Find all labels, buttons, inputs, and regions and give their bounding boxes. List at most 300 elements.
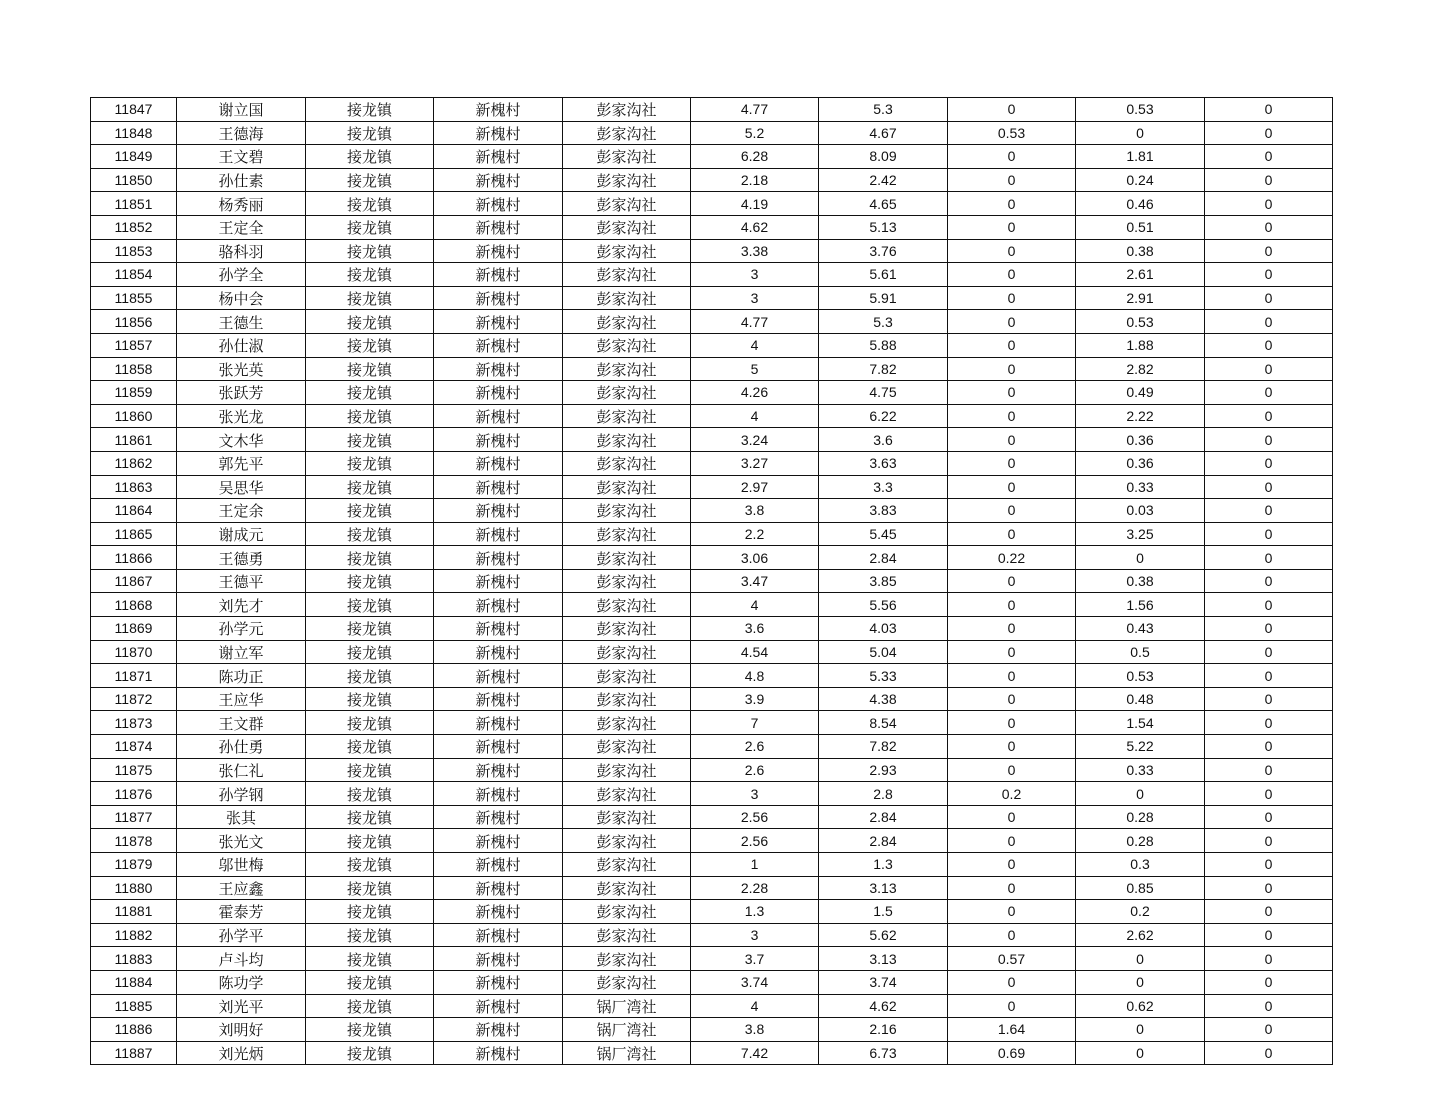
value-e-cell: 0 [1205,640,1333,664]
table-row [91,121,1333,145]
value-d-cell: 0.5 [1076,640,1205,664]
value-d-cell: 0.2 [1076,900,1205,924]
group-cell: 彭家沟社 [563,546,691,570]
value-a-cell: 4 [691,404,819,428]
town-cell: 接龙镇 [306,900,434,924]
village-cell: 新槐村 [434,333,563,357]
village-cell: 新槐村 [434,98,563,122]
id-cell: 11856 [91,310,177,334]
town-cell: 接龙镇 [306,168,434,192]
group-cell: 彭家沟社 [563,333,691,357]
value-e-cell: 0 [1205,711,1333,735]
value-c-cell: 0.22 [948,546,1076,570]
group-cell: 彭家沟社 [563,286,691,310]
value-b-cell: 4.75 [819,381,948,405]
town-cell: 接龙镇 [306,876,434,900]
value-e-cell: 0 [1205,98,1333,122]
table-row [91,664,1333,688]
group-cell: 彭家沟社 [563,735,691,759]
village-cell: 新槐村 [434,381,563,405]
value-a-cell: 4.77 [691,310,819,334]
value-d-cell: 0.62 [1076,994,1205,1018]
value-b-cell: 7.82 [819,357,948,381]
value-b-cell: 2.8 [819,782,948,806]
value-a-cell: 3.47 [691,569,819,593]
value-d-cell: 0.36 [1076,451,1205,475]
value-e-cell: 0 [1205,970,1333,994]
table-row [91,711,1333,735]
value-c-cell: 0 [948,805,1076,829]
name-cell: 王德生 [177,310,306,334]
value-b-cell: 5.61 [819,263,948,287]
value-c-cell: 0 [948,640,1076,664]
data-table [90,97,1333,1065]
value-c-cell: 0 [948,664,1076,688]
value-b-cell: 3.3 [819,475,948,499]
id-cell: 11849 [91,145,177,169]
town-cell: 接龙镇 [306,546,434,570]
group-cell: 彭家沟社 [563,404,691,428]
group-cell: 彭家沟社 [563,263,691,287]
village-cell: 新槐村 [434,121,563,145]
value-b-cell: 2.84 [819,805,948,829]
group-cell: 彭家沟社 [563,569,691,593]
value-a-cell: 6.28 [691,145,819,169]
value-a-cell: 4 [691,994,819,1018]
value-a-cell: 7 [691,711,819,735]
name-cell: 孙仕素 [177,168,306,192]
town-cell: 接龙镇 [306,121,434,145]
value-e-cell: 0 [1205,947,1333,971]
id-cell: 11870 [91,640,177,664]
value-b-cell: 2.84 [819,546,948,570]
town-cell: 接龙镇 [306,381,434,405]
town-cell: 接龙镇 [306,310,434,334]
value-a-cell: 3.8 [691,499,819,523]
value-c-cell: 0 [948,923,1076,947]
town-cell: 接龙镇 [306,357,434,381]
value-d-cell: 0.36 [1076,428,1205,452]
value-d-cell: 0 [1076,782,1205,806]
value-c-cell: 0 [948,145,1076,169]
value-e-cell: 0 [1205,522,1333,546]
id-cell: 11876 [91,782,177,806]
value-b-cell: 4.38 [819,687,948,711]
town-cell: 接龙镇 [306,569,434,593]
town-cell: 接龙镇 [306,1018,434,1042]
value-b-cell: 6.22 [819,404,948,428]
value-b-cell: 5.91 [819,286,948,310]
value-d-cell: 0.46 [1076,192,1205,216]
value-a-cell: 3.74 [691,970,819,994]
name-cell: 孙学平 [177,923,306,947]
value-e-cell: 0 [1205,735,1333,759]
table-row [91,593,1333,617]
value-e-cell: 0 [1205,876,1333,900]
value-c-cell: 0.2 [948,782,1076,806]
value-c-cell: 0 [948,829,1076,853]
value-b-cell: 4.67 [819,121,948,145]
table-row [91,876,1333,900]
village-cell: 新槐村 [434,546,563,570]
id-cell: 11862 [91,451,177,475]
value-b-cell: 3.63 [819,451,948,475]
value-d-cell: 2.91 [1076,286,1205,310]
value-d-cell: 2.22 [1076,404,1205,428]
name-cell: 孙仕淑 [177,333,306,357]
value-a-cell: 3 [691,782,819,806]
village-cell: 新槐村 [434,758,563,782]
village-cell: 新槐村 [434,853,563,877]
group-cell: 彭家沟社 [563,782,691,806]
group-cell: 彭家沟社 [563,121,691,145]
id-cell: 11857 [91,333,177,357]
table-row [91,192,1333,216]
name-cell: 杨中会 [177,286,306,310]
id-cell: 11854 [91,263,177,287]
id-cell: 11872 [91,687,177,711]
value-d-cell: 0.49 [1076,381,1205,405]
value-a-cell: 3.9 [691,687,819,711]
group-cell: 彭家沟社 [563,522,691,546]
town-cell: 接龙镇 [306,499,434,523]
value-c-cell: 0 [948,428,1076,452]
value-b-cell: 3.13 [819,947,948,971]
village-cell: 新槐村 [434,215,563,239]
group-cell: 彭家沟社 [563,758,691,782]
id-cell: 11853 [91,239,177,263]
village-cell: 新槐村 [434,593,563,617]
table-row [91,829,1333,853]
value-b-cell: 4.65 [819,192,948,216]
id-cell: 11869 [91,617,177,641]
table-row [91,617,1333,641]
group-cell: 彭家沟社 [563,970,691,994]
value-a-cell: 7.42 [691,1041,819,1065]
value-a-cell: 3 [691,286,819,310]
value-d-cell: 0.51 [1076,215,1205,239]
group-cell: 彭家沟社 [563,168,691,192]
id-cell: 11855 [91,286,177,310]
value-d-cell: 0.43 [1076,617,1205,641]
town-cell: 接龙镇 [306,192,434,216]
id-cell: 11884 [91,970,177,994]
name-cell: 王德勇 [177,546,306,570]
value-a-cell: 4.19 [691,192,819,216]
value-c-cell: 0 [948,451,1076,475]
id-cell: 11880 [91,876,177,900]
group-cell: 彭家沟社 [563,664,691,688]
name-cell: 王定全 [177,215,306,239]
value-d-cell: 0 [1076,546,1205,570]
group-cell: 彭家沟社 [563,381,691,405]
name-cell: 张仁礼 [177,758,306,782]
table-row [91,640,1333,664]
value-e-cell: 0 [1205,617,1333,641]
village-cell: 新槐村 [434,310,563,334]
value-a-cell: 4.54 [691,640,819,664]
name-cell: 王德平 [177,569,306,593]
village-cell: 新槐村 [434,569,563,593]
name-cell: 张光英 [177,357,306,381]
town-cell: 接龙镇 [306,994,434,1018]
value-b-cell: 1.3 [819,853,948,877]
value-e-cell: 0 [1205,404,1333,428]
group-cell: 彭家沟社 [563,617,691,641]
id-cell: 11864 [91,499,177,523]
village-cell: 新槐村 [434,640,563,664]
group-cell: 彭家沟社 [563,900,691,924]
table-row [91,1018,1333,1042]
village-cell: 新槐村 [434,829,563,853]
town-cell: 接龙镇 [306,145,434,169]
table-row [91,853,1333,877]
value-e-cell: 0 [1205,1018,1333,1042]
value-d-cell: 0.48 [1076,687,1205,711]
value-b-cell: 8.09 [819,145,948,169]
value-b-cell: 7.82 [819,735,948,759]
value-a-cell: 2.56 [691,829,819,853]
town-cell: 接龙镇 [306,428,434,452]
town-cell: 接龙镇 [306,782,434,806]
name-cell: 孙仕勇 [177,735,306,759]
value-a-cell: 3 [691,263,819,287]
town-cell: 接龙镇 [306,687,434,711]
name-cell: 张光文 [177,829,306,853]
table-row [91,451,1333,475]
id-cell: 11873 [91,711,177,735]
value-e-cell: 0 [1205,168,1333,192]
value-d-cell: 1.81 [1076,145,1205,169]
value-d-cell: 3.25 [1076,522,1205,546]
value-e-cell: 0 [1205,499,1333,523]
value-c-cell: 0 [948,994,1076,1018]
town-cell: 接龙镇 [306,215,434,239]
value-a-cell: 2.56 [691,805,819,829]
value-e-cell: 0 [1205,923,1333,947]
value-b-cell: 3.83 [819,499,948,523]
value-e-cell: 0 [1205,853,1333,877]
value-d-cell: 1.56 [1076,593,1205,617]
value-d-cell: 1.54 [1076,711,1205,735]
value-c-cell: 0 [948,263,1076,287]
value-e-cell: 0 [1205,263,1333,287]
value-d-cell: 0 [1076,1041,1205,1065]
value-a-cell: 3 [691,923,819,947]
table-row [91,333,1333,357]
value-b-cell: 2.84 [819,829,948,853]
table-row [91,499,1333,523]
town-cell: 接龙镇 [306,711,434,735]
value-e-cell: 0 [1205,475,1333,499]
table-row [91,215,1333,239]
name-cell: 王文碧 [177,145,306,169]
value-e-cell: 0 [1205,381,1333,405]
value-c-cell: 0 [948,357,1076,381]
table-row [91,994,1333,1018]
group-cell: 彭家沟社 [563,145,691,169]
value-b-cell: 5.88 [819,333,948,357]
group-cell: 彭家沟社 [563,876,691,900]
id-cell: 11881 [91,900,177,924]
name-cell: 张跃芳 [177,381,306,405]
value-b-cell: 1.5 [819,900,948,924]
value-c-cell: 0 [948,475,1076,499]
town-cell: 接龙镇 [306,522,434,546]
value-e-cell: 0 [1205,145,1333,169]
value-c-cell: 0 [948,333,1076,357]
village-cell: 新槐村 [434,475,563,499]
value-a-cell: 5.2 [691,121,819,145]
table-row [91,569,1333,593]
id-cell: 11858 [91,357,177,381]
value-d-cell: 2.82 [1076,357,1205,381]
value-e-cell: 0 [1205,593,1333,617]
id-cell: 11848 [91,121,177,145]
group-cell: 彭家沟社 [563,451,691,475]
value-a-cell: 3.8 [691,1018,819,1042]
value-d-cell: 0 [1076,970,1205,994]
village-cell: 新槐村 [434,900,563,924]
value-e-cell: 0 [1205,286,1333,310]
value-b-cell: 5.04 [819,640,948,664]
value-a-cell: 1 [691,853,819,877]
value-d-cell: 2.61 [1076,263,1205,287]
town-cell: 接龙镇 [306,333,434,357]
group-cell: 锅厂湾社 [563,1018,691,1042]
value-b-cell: 5.56 [819,593,948,617]
name-cell: 骆科羽 [177,239,306,263]
table-row [91,357,1333,381]
group-cell: 彭家沟社 [563,923,691,947]
table-row [91,923,1333,947]
town-cell: 接龙镇 [306,640,434,664]
name-cell: 吴思华 [177,475,306,499]
value-d-cell: 0.33 [1076,758,1205,782]
value-c-cell: 0 [948,593,1076,617]
town-cell: 接龙镇 [306,286,434,310]
value-c-cell: 0 [948,687,1076,711]
value-a-cell: 3.6 [691,617,819,641]
value-a-cell: 4.8 [691,664,819,688]
table-row [91,947,1333,971]
value-a-cell: 4.26 [691,381,819,405]
value-e-cell: 0 [1205,357,1333,381]
value-e-cell: 0 [1205,805,1333,829]
value-e-cell: 0 [1205,428,1333,452]
village-cell: 新槐村 [434,782,563,806]
name-cell: 邬世梅 [177,853,306,877]
village-cell: 新槐村 [434,428,563,452]
village-cell: 新槐村 [434,286,563,310]
village-cell: 新槐村 [434,711,563,735]
table-row [91,263,1333,287]
value-c-cell: 0 [948,286,1076,310]
value-b-cell: 5.33 [819,664,948,688]
value-e-cell: 0 [1205,333,1333,357]
group-cell: 锅厂湾社 [563,994,691,1018]
value-e-cell: 0 [1205,829,1333,853]
value-c-cell: 0 [948,499,1076,523]
value-b-cell: 4.03 [819,617,948,641]
town-cell: 接龙镇 [306,758,434,782]
village-cell: 新槐村 [434,168,563,192]
value-e-cell: 0 [1205,687,1333,711]
table-row [91,310,1333,334]
group-cell: 彭家沟社 [563,805,691,829]
value-e-cell: 0 [1205,310,1333,334]
value-a-cell: 3.24 [691,428,819,452]
value-d-cell: 2.62 [1076,923,1205,947]
village-cell: 新槐村 [434,404,563,428]
id-cell: 11875 [91,758,177,782]
value-e-cell: 0 [1205,782,1333,806]
town-cell: 接龙镇 [306,263,434,287]
value-e-cell: 0 [1205,664,1333,688]
town-cell: 接龙镇 [306,617,434,641]
name-cell: 刘光炳 [177,1041,306,1065]
town-cell: 接龙镇 [306,1041,434,1065]
value-c-cell: 0 [948,617,1076,641]
value-c-cell: 0 [948,239,1076,263]
table-row [91,1041,1333,1065]
value-d-cell: 0.03 [1076,499,1205,523]
name-cell: 刘先才 [177,593,306,617]
name-cell: 孙学全 [177,263,306,287]
value-b-cell: 3.76 [819,239,948,263]
village-cell: 新槐村 [434,876,563,900]
id-cell: 11883 [91,947,177,971]
id-cell: 11877 [91,805,177,829]
name-cell: 孙学元 [177,617,306,641]
town-cell: 接龙镇 [306,98,434,122]
village-cell: 新槐村 [434,145,563,169]
value-d-cell: 0.3 [1076,853,1205,877]
value-e-cell: 0 [1205,569,1333,593]
name-cell: 文木华 [177,428,306,452]
value-e-cell: 0 [1205,994,1333,1018]
value-b-cell: 2.42 [819,168,948,192]
value-c-cell: 0 [948,569,1076,593]
name-cell: 王德海 [177,121,306,145]
group-cell: 彭家沟社 [563,499,691,523]
value-b-cell: 4.62 [819,994,948,1018]
value-d-cell: 0.28 [1076,805,1205,829]
village-cell: 新槐村 [434,947,563,971]
value-b-cell: 8.54 [819,711,948,735]
group-cell: 彭家沟社 [563,593,691,617]
value-b-cell: 6.73 [819,1041,948,1065]
value-d-cell: 0.28 [1076,829,1205,853]
value-a-cell: 5 [691,357,819,381]
name-cell: 王应鑫 [177,876,306,900]
table-row [91,428,1333,452]
id-cell: 11861 [91,428,177,452]
group-cell: 锅厂湾社 [563,1041,691,1065]
table-row [91,900,1333,924]
value-d-cell: 0 [1076,121,1205,145]
id-cell: 11868 [91,593,177,617]
name-cell: 张其 [177,805,306,829]
group-cell: 彭家沟社 [563,428,691,452]
village-cell: 新槐村 [434,357,563,381]
id-cell: 11859 [91,381,177,405]
value-c-cell: 0 [948,98,1076,122]
value-c-cell: 0.69 [948,1041,1076,1065]
name-cell: 刘明好 [177,1018,306,1042]
value-a-cell: 2.6 [691,735,819,759]
value-c-cell: 0 [948,876,1076,900]
